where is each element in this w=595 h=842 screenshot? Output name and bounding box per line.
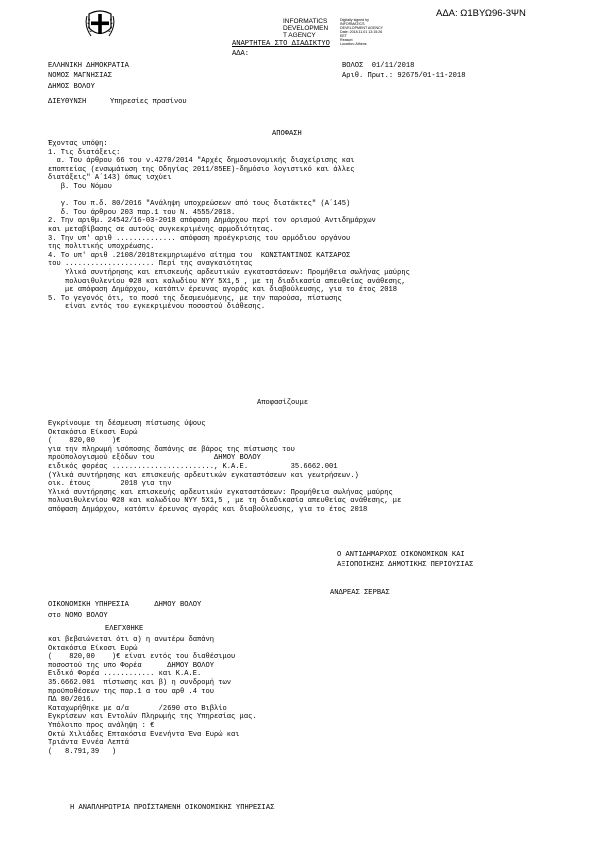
text-line: Εγκρίσεων και Εντολών Πληρωμής της Υπηρεσίας μας.	[48, 713, 257, 722]
header-prefecture: ΝΟΜΟΣ ΜΑΓΝΗΣΙΑΣ	[48, 72, 112, 80]
stamp-detail: DEVELOPMENT AGENCY	[340, 26, 384, 30]
stamp-detail: Date: 2018.11.01 13:15:26	[340, 30, 383, 34]
ada-code: ΑΔΑ: Ω1ΒΥΩ96-3ΨΝ	[436, 8, 526, 19]
text-line: Οκτώ Χιλιάδες Επτακόσια Ενενήντα Ένα Ευρώ και	[48, 730, 240, 739]
stamp-detail: EET	[340, 34, 347, 38]
signatory-title-line2: ΑΞΙΟΠΟΙΗΣΗΣ ΔΗΜΟΤΙΚΗΣ ΠΕΡΙΟΥΣΙΑΣ	[337, 561, 474, 569]
text-line: ΠΔ 80/2016.	[48, 696, 95, 705]
text-line: δ. Του άρθρου 203 παρ.1 του Ν. 4555/2018.	[48, 208, 236, 217]
text-line: εποπτείας (ενσωμάτωση της Οδηγίας 2011/85ΕΕ)-δημόσιο λογιστικό και άλλες	[48, 165, 355, 174]
stamp-line: DEVELOPMEN	[283, 25, 329, 32]
document-title: ΑΠΟΦΑΣΗ	[272, 130, 302, 138]
text-line: ποσοστού της υπο Φορέα ΔΗΜΟΥ ΒΟΛΟΥ	[48, 661, 215, 670]
header-municipality: ΔΗΜΟΣ ΒΟΛΟΥ	[48, 83, 95, 91]
stamp-detail: INFORMATICS	[340, 22, 365, 26]
finance-block	[48, 636, 257, 756]
text-line: 2. Την αριθμ. 24542/16-03-2018 απόφαση Δημάρχου περί τον ορισμού Αντιδημάρχων	[48, 217, 376, 226]
text-line: ( 820,00 )€ είναι εντός του διαθέσιμου	[48, 653, 236, 662]
ada-field-label: ΑΔΑ:	[232, 50, 250, 58]
text-line: προϋπολογισμού εξόδων του ΔΗΜΟΥ ΒΟΛΟΥ	[48, 454, 261, 463]
publish-online-label: ΑΝΑΡΤΗΤΕΑ ΣΤΟ ΔΙΑΔΙΚΤΥΟ	[232, 40, 330, 48]
text-line: 1. Τις διατάξεις:	[48, 148, 121, 157]
text-line: ειδικός φορέας ........................, Κ.Α.Ε. 35.6662.001	[48, 462, 338, 471]
text-line: Εγκρίνουμε τη δέσμευση πίστωσης ύψους	[48, 420, 206, 428]
text-line: Οκτακόσια Είκοσι Ευρώ	[48, 428, 138, 437]
text-line: ( 820,00 )€	[48, 437, 121, 446]
signatory-name: ΑΝΔΡΕΑΣ ΣΕΡΒΑΣ	[330, 589, 390, 597]
stamp-detail: Reason:	[340, 38, 354, 42]
stamp-line: INFORMATICS	[283, 18, 328, 25]
text-line: Υλικά συντήρησης και επισκευής αρδευτικών εγκαταστάσεων: Προμήθεια σωλήνας μαύρης	[48, 488, 393, 497]
text-line: πολυαιθυλενίου Φ28 και καλωδίου ΝΥΥ 5Χ1,5 , με τη διαδικασία απευθείας ανάθεσης,	[48, 277, 406, 286]
text-line: Υπόλοιπο προς ανάληψη : €	[48, 721, 155, 730]
digital-signature-details	[340, 18, 383, 46]
text-line: με απόφαση Δημάρχου, κατόπιν έρευνας αγοράς και διαβούλευσης, για το έτος 2018	[48, 286, 398, 295]
text-line: και μεταβίβασης σε αυτούς συγκεκριμένης αρμοδιότητας.	[48, 225, 274, 234]
header-direction-label: ΔΙΕΥΘΥΝΣΗ	[48, 98, 87, 106]
text-line: 3. Την υπ' αριθ .............. απόφαση προέγκρισης του αρμόδιου οργάνου	[48, 234, 351, 243]
decide-title: Αποφασίζουμε	[257, 399, 309, 407]
finance-service: ΟΙΚΟΝΟΜΙΚΗ ΥΠΗΡΕΣΙΑ ΔΗΜΟΥ ΒΟΛΟΥ	[48, 601, 202, 609]
decision-block	[48, 420, 401, 515]
stamp-detail: Location: Athens	[340, 42, 367, 46]
text-line: απόφαση Δημάρχου, κατόπιν έρευνας αγοράς και διαβούλευσης, για το έτος 2018	[48, 505, 368, 514]
signatory-title-line1: Ο ΑΝΤΙΔΗΜΑΡΧΟΣ ΟΙΚΟΝΟΜΙΚΩΝ ΚΑΙ	[337, 551, 465, 559]
text-line: και βεβαιώνεται ότι α) η ανωτέρω δαπάνη	[48, 636, 215, 644]
text-line: γ. Του π.δ. 80/2016 "Ανάληψη υποχρεώσεων από τους διατάκτες" (Α΄145)	[48, 200, 351, 209]
text-line: Ειδικό Φορέα ............ και Κ.Α.Ε.	[48, 670, 202, 679]
text-line: 5. Το γεγονός ότι, το ποσό της δεσμευόμενης, με την παρούσα, πίστωσης	[48, 294, 342, 303]
text-line: πολυαιθυλενίου Φ28 και καλωδίου ΝΥΥ 5Χ1,5 , με τη διαδικασία απευθείας ανάθεσης, με	[48, 497, 402, 506]
text-line: β. Του Νόμου	[48, 182, 112, 191]
place-date: ΒΟΛΟΣ 01/11/2018	[342, 62, 415, 70]
header-direction-value: Υπηρεσίες πρασίνου	[110, 98, 187, 106]
considerations-block	[48, 140, 410, 312]
finance-province: στο ΝΟΜΟ ΒΟΛΟΥ	[48, 612, 108, 620]
text-line: Υλικά συντήρησης και επισκευής αρδευτικών εγκαταστάσεων: Προμήθεια σωλήνας μαύρης	[48, 268, 410, 277]
text-line: ( 8.791,39 )	[48, 747, 117, 756]
finance-director: Η ΑΝΑΠΛΗΡΩΤΡΙΑ ΠΡΟΪΣΤΑΜΕΝΗ ΟΙΚΟΝΟΜΙΚΗΣ ΥΠΗΡΕΣΙΑΣ	[70, 804, 275, 812]
text-line: διατάξεις" Α΄143) όπως ισχύει	[48, 174, 172, 183]
text-line: (Υλικά συντήρησης και επισκευής αρδευτικών εγκαταστάσεων και γεωτρήσεων.)	[48, 471, 359, 480]
protocol-number: Αριθ. Πρωτ.: 92675/01-11-2018	[342, 72, 466, 80]
text-line: του ..................... Περί της αναγκαιότητας	[48, 260, 253, 269]
stamp-line: T AGENCY	[283, 32, 316, 39]
text-line: για την πληρωμή ισόποσης δαπάνης σε βάρος της πίστωσης του	[48, 445, 295, 454]
text-line: Οκτακόσια Είκοσι Ευρώ	[48, 644, 138, 653]
text-line: Καταχωρήθηκε με α/α /2690 στο Βιβλίο	[48, 704, 227, 713]
text-line: α. Του άρθρου 66 του ν.4270/2014 "Αρχές δημοσιονομικής διαχείρισης και	[48, 157, 355, 166]
text-line: προϋποθέσεων της παρ.1 α του αρθ .4 του	[48, 687, 215, 696]
greek-emblem-icon	[85, 6, 115, 41]
text-line: Έχοντας υπόψη:	[48, 140, 108, 148]
text-line: είναι εντός του εγκεκριμένου ποσοστού διάθεσης.	[48, 303, 266, 312]
text-line: Τριάντα Εννέα Λεπτά	[48, 739, 129, 748]
checked-label: ΕΛΕΓΧΘΗΚΕ	[105, 625, 144, 633]
text-line: οικ. έτους 2018 για την	[48, 480, 172, 489]
stamp-detail: Digitally signed by	[340, 18, 369, 22]
text-line: της πολιτικής υποχρέωσης.	[48, 243, 155, 252]
text-line: 35.6662.001 πίστωσης και β) η συνδρομή των	[48, 678, 232, 687]
digital-signature-stamp	[283, 18, 328, 39]
header-country: ΕΛΛΗΝΙΚΗ ΔΗΜΟΚΡΑΤΙΑ	[48, 62, 129, 70]
text-line: 4. Το υπ' αριθ .2108/2018τεκμηριωμένο αίτημα του ΚΩΝΣΤΑΝΤΙΝΟΣ ΚΑΤΣΑΡΟΣ	[48, 251, 351, 260]
